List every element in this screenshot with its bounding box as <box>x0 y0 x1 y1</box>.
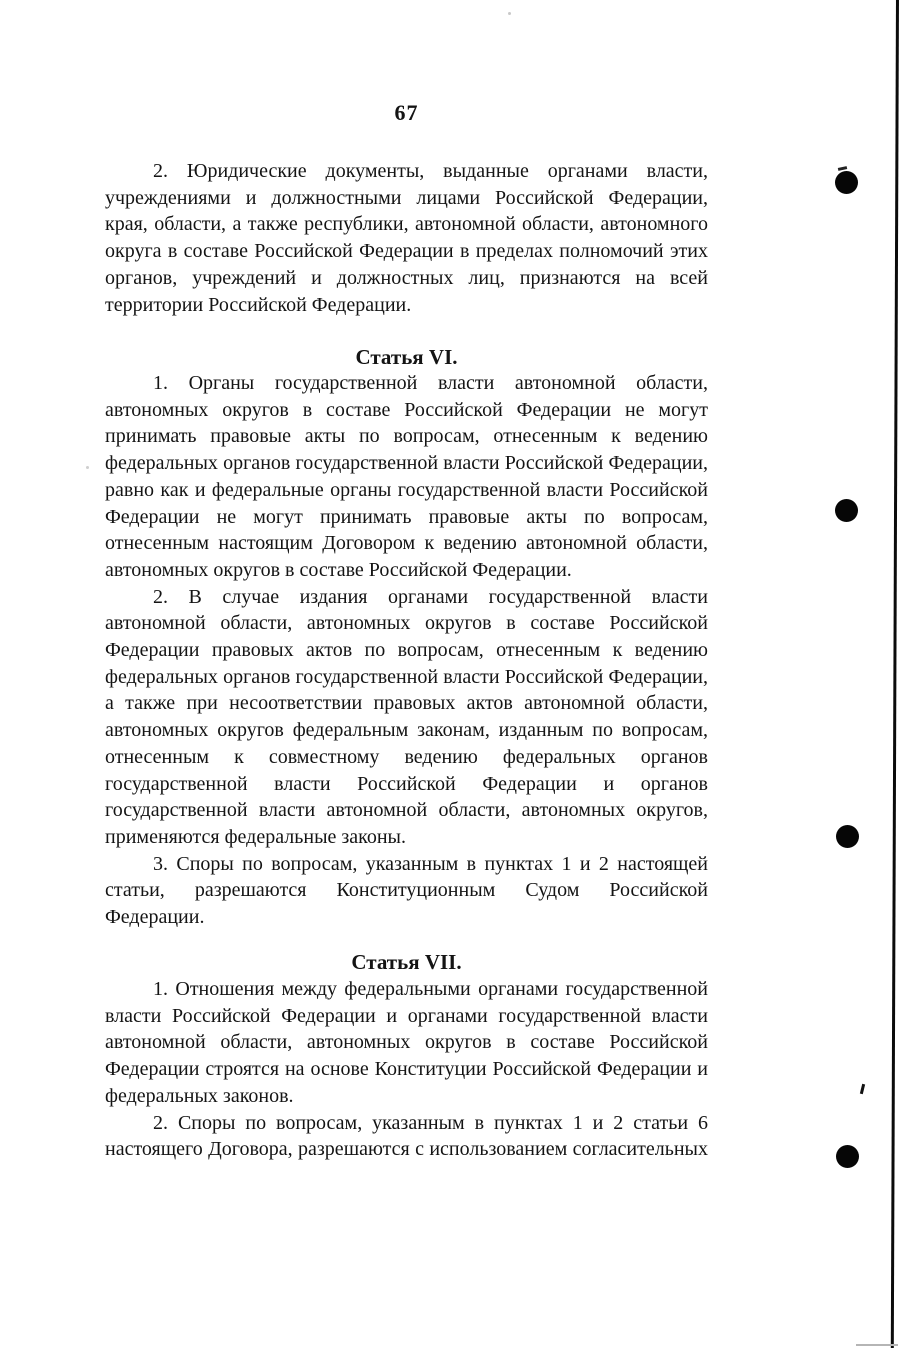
text-line: федеральных органов государственной власти Российской Федерации, <box>105 665 708 688</box>
text-line: федеральных законов. <box>105 1084 294 1107</box>
scan-speck <box>860 1084 865 1094</box>
article-6-heading: Статья VI. <box>355 345 458 369</box>
text-line: края, области, а также республики, автономной области, автономного <box>105 213 708 236</box>
paragraph-intro <box>105 158 708 318</box>
scan-edge-line <box>891 0 899 1348</box>
text-line: автономных округов в составе Российской Федерации. <box>105 558 572 581</box>
scan-speck <box>508 12 511 15</box>
text-line: автономной области, автономных округов в составе Российской <box>105 612 708 635</box>
text-line: 2. Споры по вопросам, указанным в пунктах 1 и 2 статьи 6 <box>153 1111 708 1134</box>
text-line: территории Российской Федерации. <box>105 293 412 316</box>
text-line: органов, учреждений и должностных лиц, признаются на всей <box>105 266 708 289</box>
text-line: 1. Органы государственной власти автономной области, <box>153 372 708 394</box>
text-line: Федерации. <box>105 906 205 929</box>
scan-speck <box>86 466 89 469</box>
scan-speck <box>856 1344 898 1346</box>
text-line: Федерации строятся на основе Конституции Российской Федерации и <box>105 1058 708 1081</box>
text-line: Федерации правовых актов по вопросам, отнесенным к ведению <box>105 639 708 662</box>
text-line: 2. В случае издания органами государственной власти <box>153 585 708 608</box>
punch-hole-dot <box>835 499 858 522</box>
text-line: 3. Споры по вопросам, указанным в пунктах 1 и 2 настоящей <box>153 852 708 875</box>
punch-hole-dot <box>836 825 859 848</box>
article-6-body <box>105 370 708 931</box>
article-7-body <box>105 976 708 1163</box>
text-line: принимать правовые акты по вопросам, отнесенным к ведению <box>105 425 708 448</box>
text-line: применяются федеральные законы. <box>105 825 406 848</box>
text-line: настоящего Договора, разрешаются с использованием согласительных <box>105 1138 708 1161</box>
text-line: округа в составе Российской Федерации в пределах полномочий этих <box>105 240 708 263</box>
text-line: Федерации не могут принимать правовые акты по вопросам, <box>105 505 708 528</box>
article-7-heading: Статья VII. <box>351 950 462 974</box>
text-line: равно как и федеральные органы государственной власти Российской <box>105 478 708 501</box>
text-line: учреждениями и должностными лицами Российской Федерации, <box>105 186 708 209</box>
text-line: отнесенным настоящим Договором к ведению автономной области, <box>105 532 708 555</box>
text-line: власти Российской Федерации и органами государственной власти <box>105 1004 708 1027</box>
text-line: государственной власти Российской Федерации и органов <box>105 772 708 795</box>
text-line: автономной области, автономных округов в составе Российской <box>105 1031 708 1054</box>
text-line: 2. Юридические документы, выданные органами власти, <box>153 160 708 182</box>
text-line: а также при несоответствии правовых актов автономной области, <box>105 692 708 715</box>
text-line: федеральных органов государственной власти Российской Федерации, <box>105 452 708 475</box>
punch-hole-dot <box>835 171 858 194</box>
text-line: отнесенным к совместному ведению федеральных органов <box>105 745 708 768</box>
text-line: государственной власти автономной области, автономных округов, <box>105 799 708 822</box>
page-number: 67 <box>394 100 419 125</box>
text-line: автономных округов федеральным законам, изданным по вопросам, <box>105 719 708 742</box>
text-line: статьи, разрешаются Конституционным Судом Российской <box>105 879 708 902</box>
text-line: 1. Отношения между федеральными органами государственной <box>153 978 708 1000</box>
punch-hole-dot <box>836 1145 859 1168</box>
text-line: автономных округов в составе Российской Федерации не могут <box>105 398 708 421</box>
